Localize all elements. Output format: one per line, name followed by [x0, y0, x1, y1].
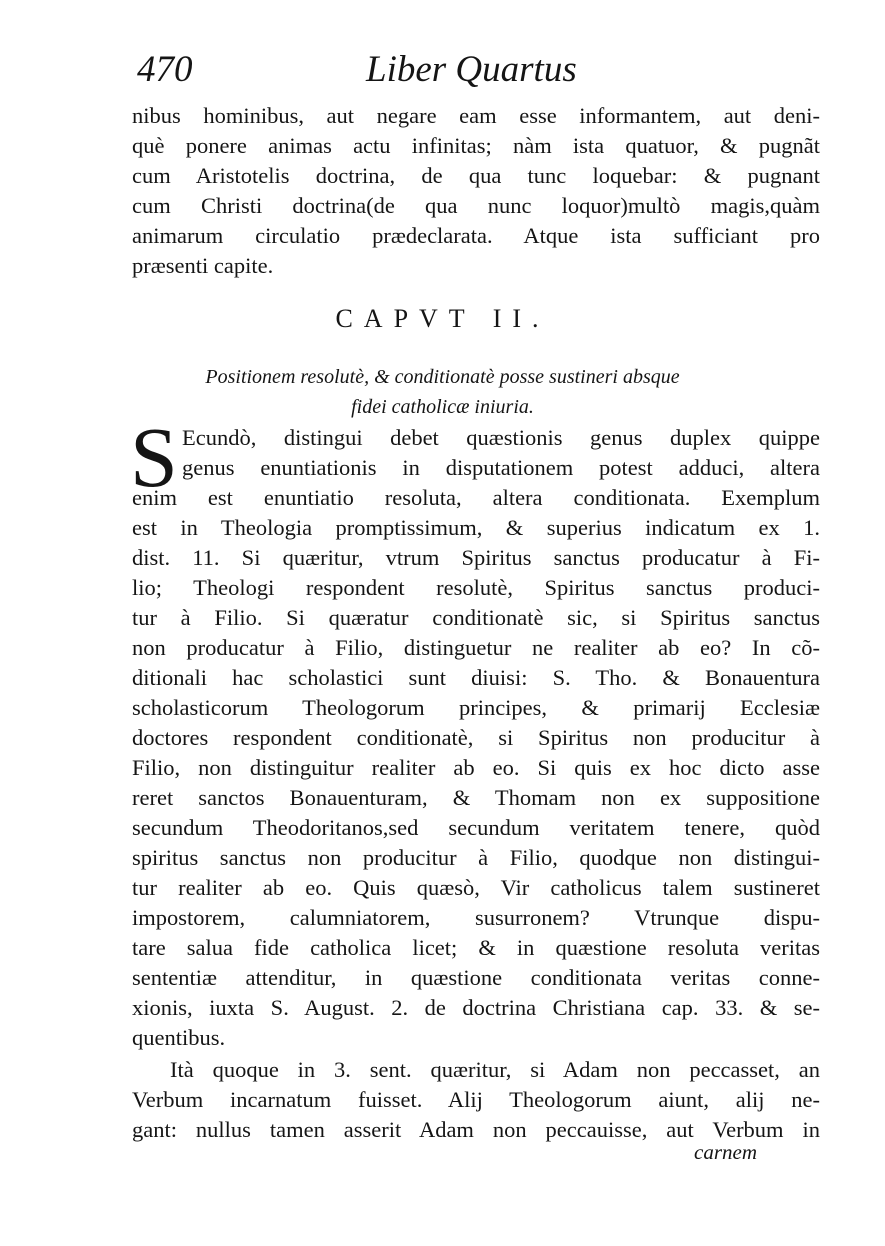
text-line: xionis, iuxta S. August. 2. de doctrina Christiana cap. 33. & se-	[132, 995, 820, 1020]
text-line: enim est enuntiatio resoluta, altera conditionata. Exemplum	[132, 485, 820, 510]
text-line: ditionali hac scholastici sunt diuisi: S. Tho. & Bonauentura	[132, 665, 820, 690]
text-line: non producatur à Filio, distinguetur ne realiter ab eo? In cõ-	[132, 635, 820, 660]
text-line: què ponere animas actu infinitas; nàm ista quatuor, & pugnãt	[132, 133, 820, 158]
running-head: Liber Quartus	[366, 49, 577, 90]
text-line: est in Theologia promptissimum, & superius indicatum ex 1.	[132, 515, 820, 540]
text-line: reret sanctos Bonauenturam, & Thomam non ex suppositione	[132, 785, 820, 810]
text-line: secundum Theodoritanos,sed secundum veritatem tenere, quòd	[132, 815, 820, 840]
text-line: gant: nullus tamen asserit Adam non peccauisse, aut Verbum in	[132, 1117, 820, 1142]
text-line: doctores respondent conditionatè, si Spiritus non producitur à	[132, 725, 820, 750]
text-line: animarum circulatio prædeclarata. Atque ista sufficiant pro	[132, 223, 820, 248]
text-line: scholasticorum Theologorum principes, & primarij Ecclesiæ	[132, 695, 820, 720]
text-line: lio; Theologi respondent resolutè, Spiritus sanctus produci-	[132, 575, 820, 600]
text-line: Ità quoque in 3. sent. quæritur, si Adam non peccasset, an	[170, 1057, 820, 1082]
chapter-summary-line: Positionem resolutè, & conditionatè posse sustineri absque	[205, 366, 680, 388]
catchword: carnem	[694, 1140, 757, 1164]
text-line: quentibus.	[132, 1025, 226, 1050]
text-line: spiritus sanctus non producitur à Filio, quodque non distingui-	[132, 845, 820, 870]
text-line: impostorem, calumniatorem, susurronem? Vtrunque dispu-	[132, 905, 820, 930]
text-line: tur à Filio. Si quæratur conditionatè sic, si Spiritus sanctus	[132, 605, 820, 630]
text-line: cum Aristotelis doctrina, de qua tunc loquebar: & pugnant	[132, 163, 820, 188]
chapter-summary-line: fidei catholicæ iniuria.	[351, 396, 534, 418]
text-line: tare salua fide catholica licet; & in quæstione resoluta veritas	[132, 935, 820, 960]
text-line: nibus hominibus, aut negare eam esse informantem, aut deni-	[132, 103, 820, 128]
text-line: genus enuntiationis in disputationem potest adduci, altera	[182, 455, 820, 480]
text-line: cum Christi doctrina(de qua nunc loquor)multò magis,quàm	[132, 193, 820, 218]
page-number: 470	[137, 49, 193, 90]
text-line: Ecundò, distingui debet quæstionis genus duplex quippe	[182, 425, 820, 450]
text-line: Verbum incarnatum fuisset. Alij Theologorum aiunt, alij ne-	[132, 1087, 820, 1112]
drop-cap: S	[130, 409, 178, 505]
text-line: sententiæ attenditur, in quæstione conditionata veritas conne-	[132, 965, 820, 990]
text-line: Filio, non distinguitur realiter ab eo. Si quis ex hoc dicto asse	[132, 755, 820, 780]
text-line: tur realiter ab eo. Quis quæsò, Vir catholicus talem sustineret	[132, 875, 820, 900]
text-line: dist. 11. Si quæritur, vtrum Spiritus sanctus producatur à Fi-	[132, 545, 820, 570]
chapter-title: CAPVT II.	[335, 304, 550, 333]
text-line: præsenti capite.	[132, 253, 274, 278]
page-header	[0, 48, 885, 98]
